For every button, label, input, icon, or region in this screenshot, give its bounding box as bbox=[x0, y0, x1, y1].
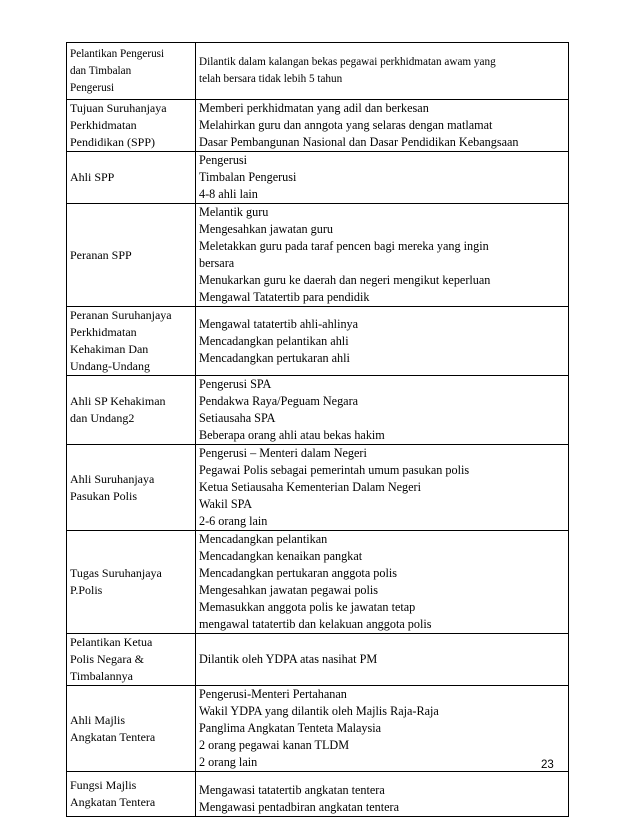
row-label: Fungsi Majlis Angkatan Tentera bbox=[67, 772, 196, 817]
row-label: Ahli SP Kehakiman dan Undang2 bbox=[67, 376, 196, 445]
row-content: Dilantik oleh YDPA atas nasihat PM bbox=[196, 634, 569, 686]
row-label: Peranan Suruhanjaya Perkhidmatan Kehakiman Dan Undang-Undang bbox=[67, 307, 196, 376]
row-label: Tujuan Suruhanjaya Perkhidmatan Pendidikan (SPP) bbox=[67, 100, 196, 152]
row-content: Memberi perkhidmatan yang adil dan berkesan Melahirkan guru dan anngota yang selaras dengan matlamat Dasar Pembangunan Nasional dan Dasar Pendidikan Kebangsaan bbox=[196, 100, 569, 152]
row-content: Pengerusi Timbalan Pengerusi 4-8 ahli lain bbox=[196, 152, 569, 204]
page-number: 23 bbox=[541, 759, 554, 771]
row-label: Peranan SPP bbox=[67, 204, 196, 307]
table-row bbox=[67, 152, 569, 204]
row-content: Pengerusi – Menteri dalam Negeri Pegawai Polis sebagai pemerintah umum pasukan polis Ketua Setiausaha Kementerian Dalam Negeri Wakil SPA 2-6 orang lain bbox=[196, 445, 569, 531]
table-row bbox=[67, 43, 569, 100]
row-label: Ahli SPP bbox=[67, 152, 196, 204]
table-row bbox=[67, 772, 569, 817]
row-content: Mengawasi tatatertib angkatan tentera Mengawasi pentadbiran angkatan tentera bbox=[196, 772, 569, 817]
row-content: Mengawal tatatertib ahli-ahlinya Mencadangkan pelantikan ahli Mencadangkan pertukaran ahli bbox=[196, 307, 569, 376]
table-row bbox=[67, 445, 569, 531]
table-row bbox=[67, 531, 569, 634]
row-content: Melantik guru Mengesahkan jawatan guru Meletakkan guru pada taraf pencen bagi mereka yang ingin bersara Menukarkan guru ke daerah dan negeri mengikut keperluan Mengawal Tatatertib para pendidik bbox=[196, 204, 569, 307]
row-content: Pengerusi-Menteri Pertahanan Wakil YDPA yang dilantik oleh Majlis Raja-Raja Panglima Angkatan Tenteta Malaysia 2 orang pegawai kanan TLDM 2 orang lain bbox=[196, 686, 569, 772]
row-content: Mencadangkan pelantikan Mencadangkan kenaikan pangkat Mencadangkan pertukaran anggota polis Mengesahkan jawatan pegawai polis Memasukkan anggota polis ke jawatan tetap mengawal tatatertib dan kelakuan anggota polis bbox=[196, 531, 569, 634]
row-label: Ahli Suruhanjaya Pasukan Polis bbox=[67, 445, 196, 531]
table-row bbox=[67, 204, 569, 307]
row-label: Pelantikan Ketua Polis Negara & Timbalannya bbox=[67, 634, 196, 686]
row-content: Pengerusi SPA Pendakwa Raya/Peguam Negara Setiausaha SPA Beberapa orang ahli atau bekas hakim bbox=[196, 376, 569, 445]
table-row bbox=[67, 307, 569, 376]
table-row bbox=[67, 376, 569, 445]
table-row bbox=[67, 100, 569, 152]
row-label: Pelantikan Pengerusi dan Timbalan Pengerusi bbox=[67, 43, 196, 100]
table-row bbox=[67, 686, 569, 772]
row-label: Ahli Majlis Angkatan Tentera bbox=[67, 686, 196, 772]
info-table bbox=[66, 42, 569, 817]
table-row bbox=[67, 634, 569, 686]
row-label: Tugas Suruhanjaya P.Polis bbox=[67, 531, 196, 634]
row-content: Dilantik dalam kalangan bekas pegawai perkhidmatan awam yang telah bersara tidak lebih 5 tahun bbox=[196, 43, 569, 100]
